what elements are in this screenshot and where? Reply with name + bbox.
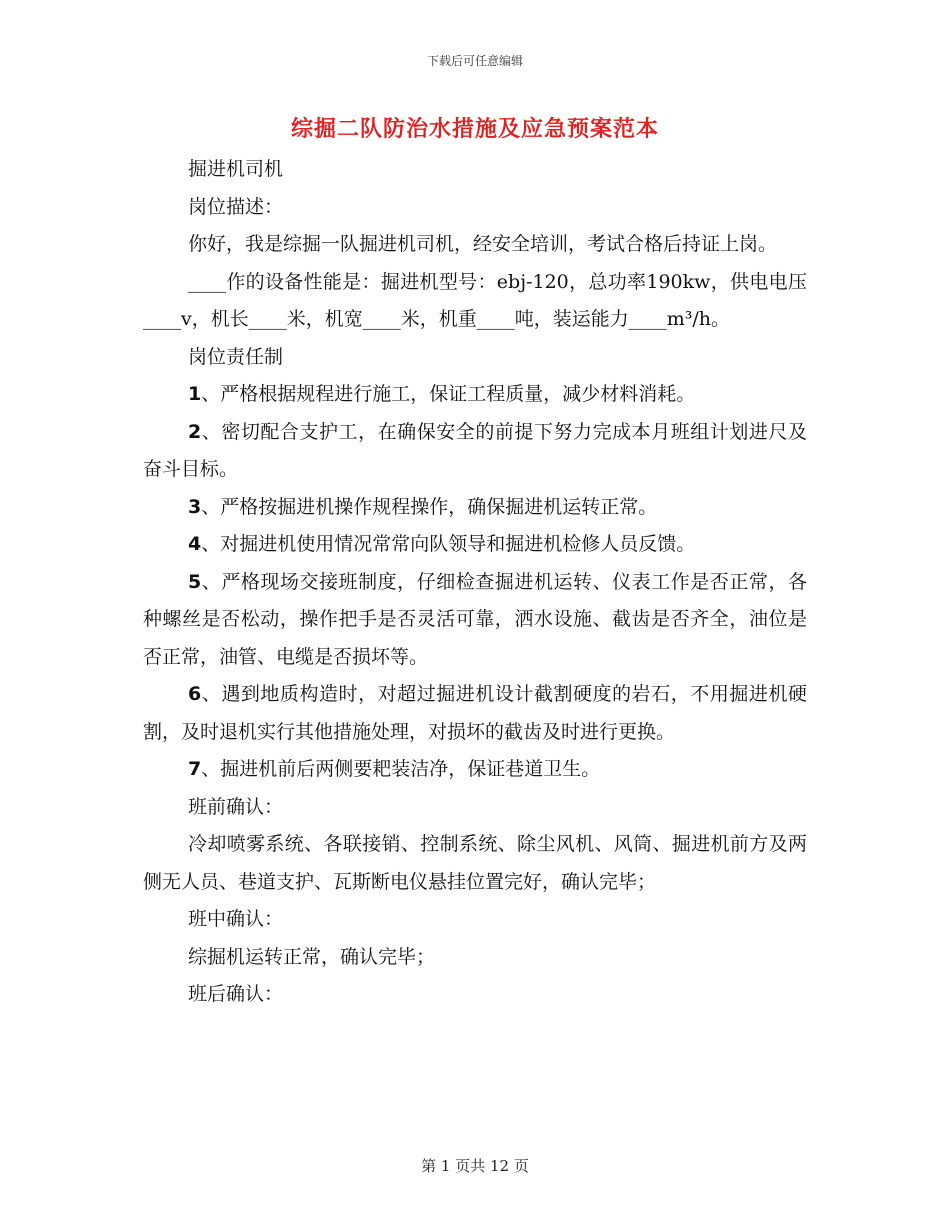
list-item-text: 、遇到地质构造时，对超过掘进机设计截割硬度的岩石，不用掘进机硬割，及时退机实行其他措施处理，对损坏的截齿及时进行更换。 [143, 683, 807, 743]
list-item [143, 564, 807, 677]
list-item-number: 3 [188, 495, 202, 518]
paragraph-equipment-specs: ____作的设备性能是：掘进机型号：ebj-120，总功率190kw，供电电压____v，机长____米，机宽____米，机重____吨，装运能力____m³/h。 [143, 270, 807, 330]
document-body [143, 151, 807, 1014]
list-item-number: 5 [188, 570, 202, 593]
list-item [143, 376, 807, 414]
paragraph-pre-shift-heading: 班前确认： [188, 795, 284, 818]
paragraph-job-description-heading: 岗位描述： [188, 195, 284, 218]
list-item [143, 414, 807, 489]
list-item-number: 6 [188, 683, 202, 705]
paragraph-mid-shift-checklist: 综掘机运转正常，确认完毕； [188, 945, 436, 968]
paragraph-responsibility-heading: 岗位责任制 [188, 345, 284, 368]
list-item [143, 676, 807, 751]
list-item-number: 7 [188, 758, 202, 780]
paragraph-job-title: 掘进机司机 [188, 158, 284, 180]
list-item-text: 、严格根据规程进行施工，保证工程质量，减少材料消耗。 [201, 383, 696, 405]
paragraph-post-shift-heading: 班后确认： [188, 983, 284, 1005]
list-item-text: 、严格现场交接班制度，仔细检查掘进机运转、仪表工作是否正常，各种螺丝是否松动，操作把手是否灵活可靠，洒水设施、截齿是否齐全，油位是否正常，油管、电缆是否损坏等。 [143, 570, 807, 668]
list-item-text: 、掘进机前后两侧要耙装洁净，保证巷道卫生。 [201, 758, 601, 780]
list-item [143, 751, 807, 789]
list-item-number: 4 [188, 533, 202, 555]
page-header-note: 下载后可任意编辑 [426, 54, 523, 68]
list-item-number: 2 [188, 420, 202, 443]
page-number-footer: 第 1 页共 12 页 [421, 1157, 529, 1175]
document-title: 综掘二队防治水措施及应急预案范本 [290, 116, 659, 142]
list-item-text: 、密切配合支护工，在确保安全的前提下努力完成本月班组计划进尺及奋斗目标。 [143, 420, 807, 480]
list-item-number: 1 [188, 383, 202, 405]
paragraph-introduction: 你好，我是综掘一队掘进机司机，经安全培训，考试合格后持证上岗。 [188, 233, 778, 255]
paragraph-pre-shift-checklist: 冷却喷雾系统、各联接销、控制系统、除尘风机、风筒、掘进机前方及两侧无人员、巷道支护、瓦斯断电仪悬挂位置完好，确认完毕； [143, 833, 807, 893]
list-item-text: 、对掘进机使用情况常常向队领导和掘进机检修人员反馈。 [201, 533, 696, 555]
list-item-text: 、严格按掘进机操作规程操作，确保掘进机运转正常。 [201, 495, 658, 518]
list-item [143, 526, 807, 564]
list-item [143, 489, 807, 527]
paragraph-mid-shift-heading: 班中确认： [188, 908, 284, 930]
